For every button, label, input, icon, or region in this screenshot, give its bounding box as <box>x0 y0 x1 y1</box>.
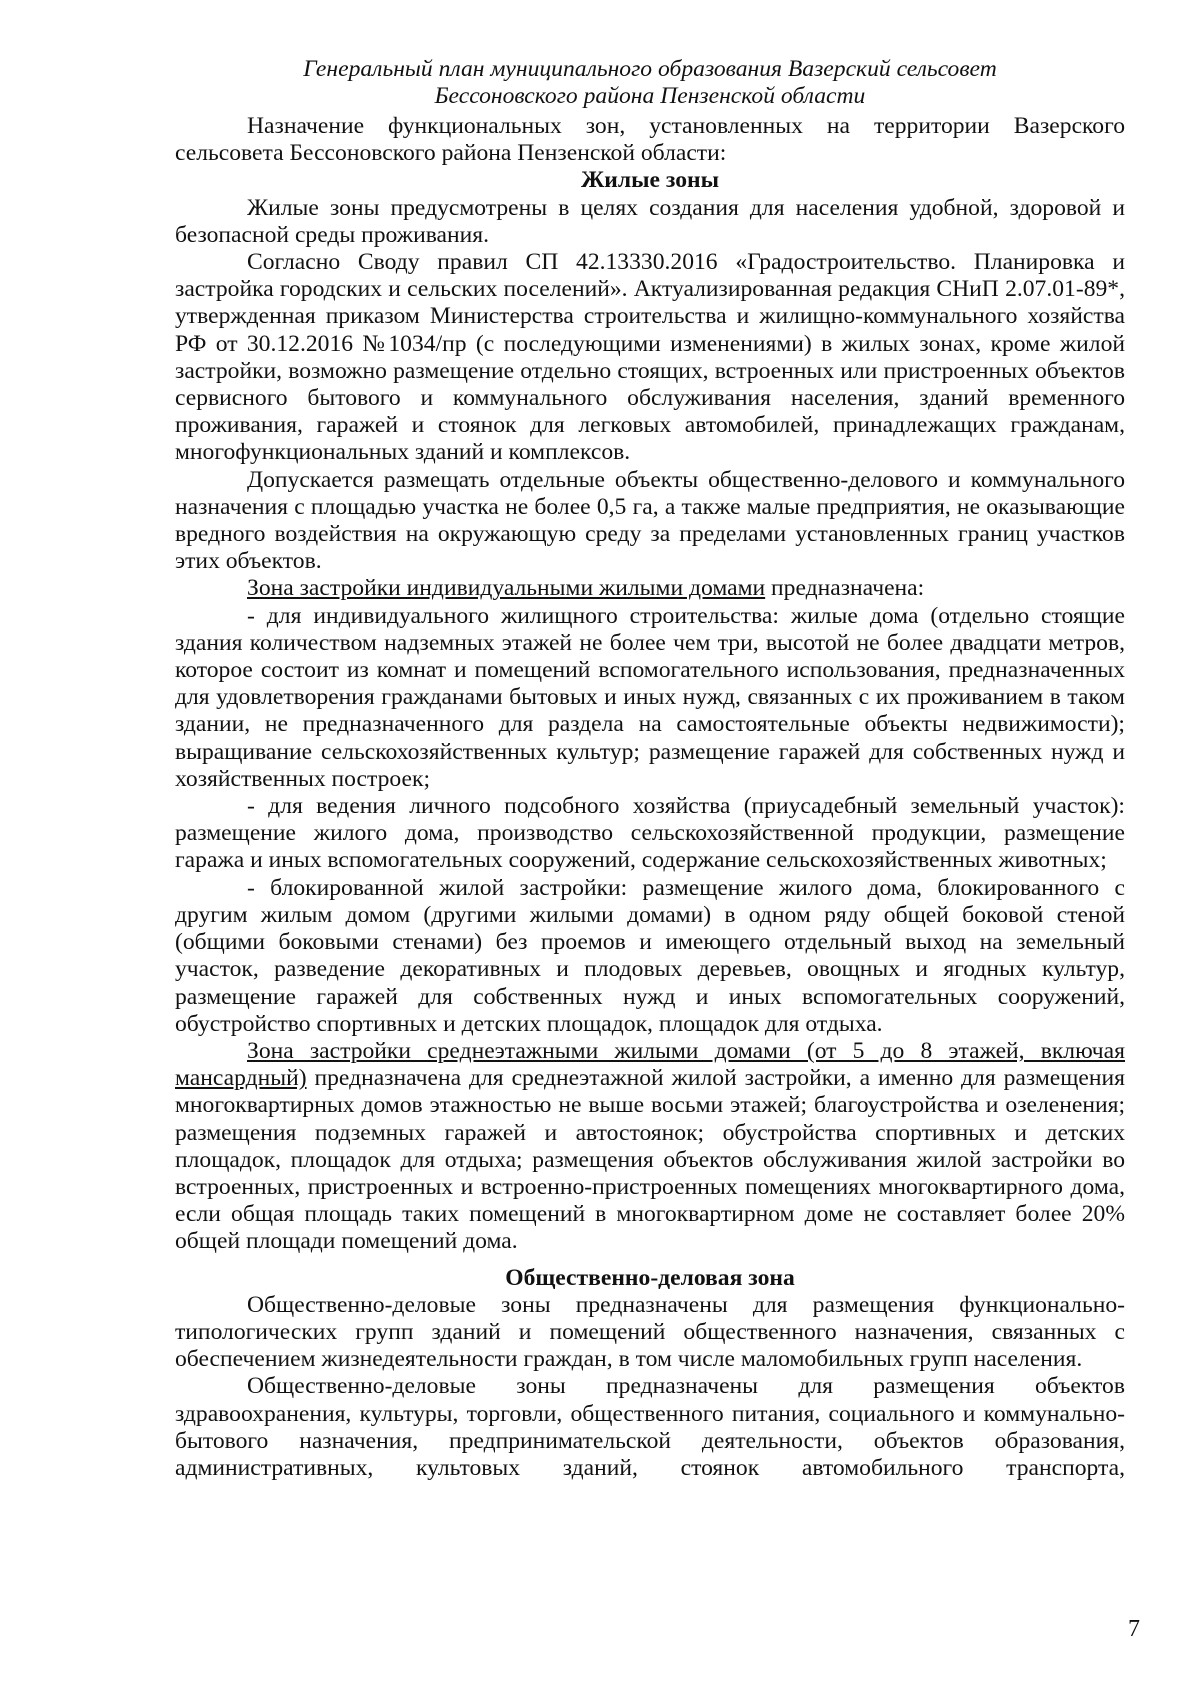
business-paragraph-1: Общественно-деловые зоны предназначены для размещения функционально-типологических групп зданий и помещений общественного назначения, связанных с обеспечением жизнедеятельности граждан, в том числе маломобильных групп населения. <box>175 1291 1125 1373</box>
section-heading-residential: Жилые зоны <box>580 167 720 194</box>
zone-individual-rest: предназначена: <box>765 575 925 602</box>
residential-paragraph-2: Согласно Своду правил СП 42.13330.2016 «Градостроительство. Планировка и застройка городских и сельских поселений». Актуализированная редакция СНиП 2.07.01-89*, утвержденная приказом Министерства строительства и жилищно-коммунального хозяйства РФ от 30.12.2016 №1034/пр (с последующими изменениями) в жилых зонах, кроме жилой застройки, возможно размещение отдельно стоящих, встроенных или пристроенных объектов сервисного бытового и коммунального обслуживания населения, зданий временного проживания, гаражей и стоянок для легковых автомобилей, принадлежащих гражданам, многофункциональных зданий и комплексов. <box>175 249 1125 466</box>
residential-paragraph-3: Допускается размещать отдельные объекты общественно-делового и коммунального назначения с площадью участка не более 0,5 га, а также малые предприятия, не оказывающие вредного воздействия на окружающую среду за пределами установленных границ участков этих объектов. <box>175 466 1125 575</box>
business-paragraph-2: Общественно-деловые зоны предназначены для размещения объектов здравоохранения, культуры, торговли, общественного питания, социального и коммунально-бытового назначения, предпринимательской деятельности, объектов образования, административных, культовых зданий, стоянок автомобильного транспорта, <box>175 1373 1125 1481</box>
document-header <box>175 56 1125 110</box>
intro-paragraph: Назначение функциональных зон, установленных на территории Вазерского сельсовета Бессоновского района Пензенской области: <box>175 113 1125 167</box>
residential-paragraph-4 <box>175 575 1125 602</box>
header-line-2: Бессоновского района Пензенской области <box>434 83 866 109</box>
residential-paragraph-5: - для индивидуального жилищного строительства: жилые дома (отдельно стоящие здания количеством надземных этажей не более чем три, высотой не более двадцати метров, которое состоит из комнат и помещений вспомогательного использования, предназначенных для удовлетворения гражданами бытовых и иных нужд, связанных с их проживанием в таком здании, не предназначенного для раздела на самостоятельные объекты недвижимости); выращивание сельскохозяйственных культур; размещение гаражей для собственных нужд и хозяйственных построек; <box>175 602 1125 792</box>
page-number: 7 <box>1128 1616 1140 1642</box>
zone-midrise-title: Зона застройки среднеэтажными жилыми домами (от 5 до 8 этажей, включая мансардный) <box>175 1037 1125 1092</box>
zone-midrise-rest: предназначена для среднеэтажной жилой застройки, а именно для размещения многоквартирных домов этажностью не выше восьми этажей; благоустройства и озеленения; размещения подземных гаражей и автостоянок; обустройства спортивных и детских площадок, площадок для отдыха; размещения объектов обслуживания жилой застройки во встроенных, пристроенных и встроенно-пристроенных помещениях многоквартирного дома, если общая площадь таких помещений в многоквартирном доме не составляет более 20% общей площади помещений дома. <box>175 1065 1125 1255</box>
residential-paragraph-6: - для ведения личного подсобного хозяйства (приусадебный земельный участок): размещение жилого дома, производство сельскохозяйственной продукции, размещение гаража и иных вспомогательных сооружений, содержание сельскохозяйственных животных; <box>175 793 1125 874</box>
residential-paragraph-1: Жилые зоны предусмотрены в целях создания для населения удобной, здоровой и безопасной среды проживания. <box>175 194 1125 248</box>
document-body <box>175 113 1125 1482</box>
section-heading-business: Общественно-деловая зона <box>505 1264 795 1291</box>
zone-individual-title: Зона застройки индивидуальными жилыми домами <box>247 575 766 602</box>
residential-paragraph-8 <box>175 1038 1125 1256</box>
residential-paragraph-7: - блокированной жилой застройки: размещение жилого дома, блокированного с другим жилым домом (другими жилыми домами) в одном ряду общей боковой стеной (общими боковыми стенами) без проемов и имеющего отдельный выход на земельный участок, разведение декоративных и плодовых деревьев, овощных и ягодных культур, размещение гаражей для собственных нужд и иных вспомогательных сооружений, обустройство спортивных и детских площадок, площадок для отдыха. <box>175 874 1125 1037</box>
header-line-1: Генеральный план муниципального образования Вазерский сельсовет <box>303 56 997 82</box>
